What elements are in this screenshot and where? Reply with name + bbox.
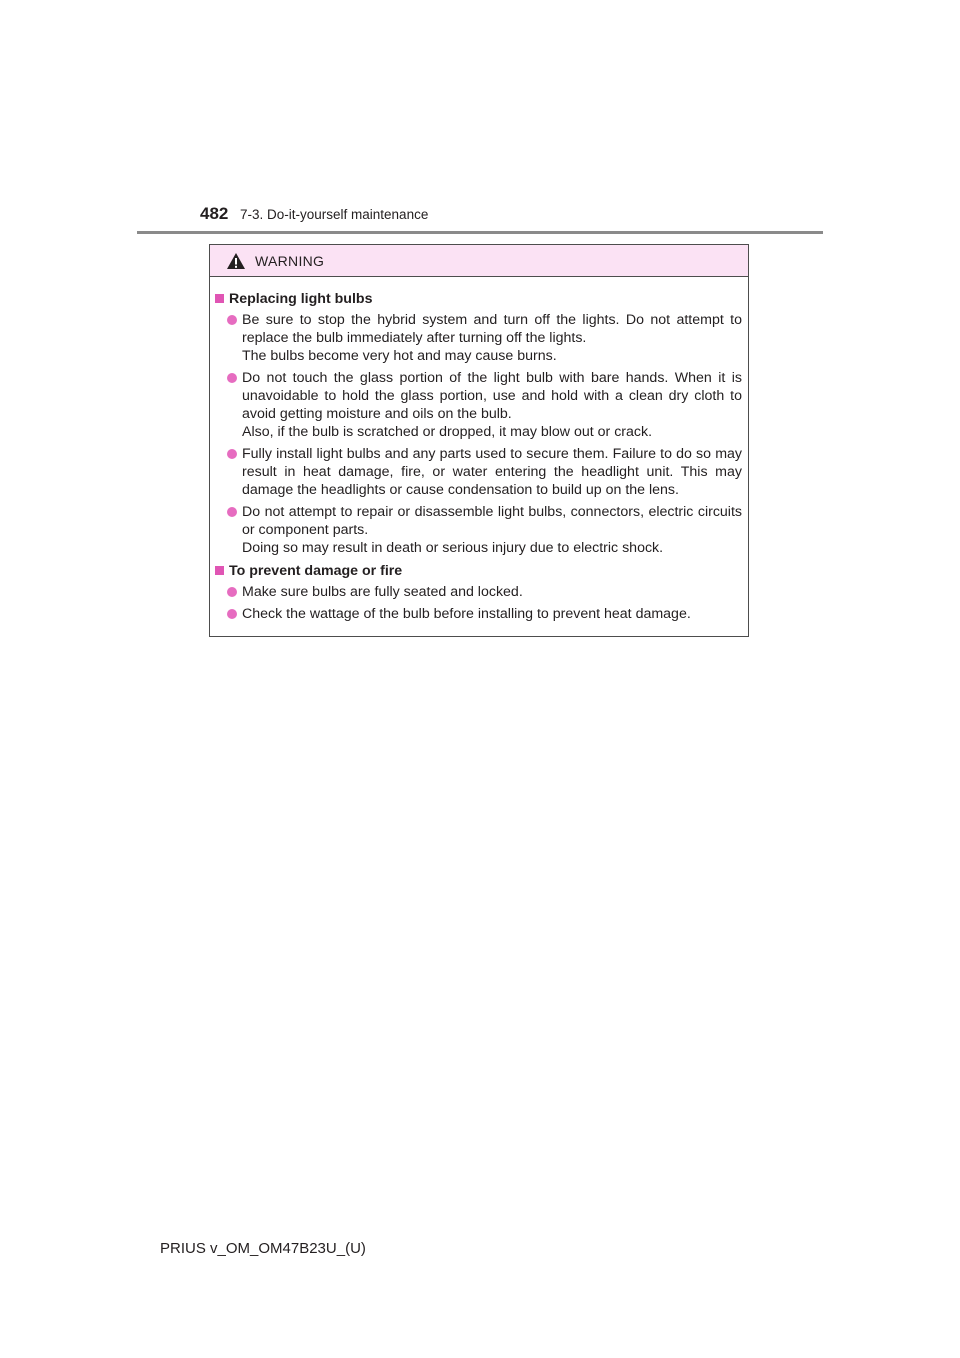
warning-section [215, 562, 742, 623]
section-heading [215, 562, 742, 580]
item-paragraph: Do not attempt to repair or disassemble light bulbs, connectors, electric circuits or component parts. [242, 504, 742, 538]
list-item [227, 369, 742, 441]
item-paragraph: Do not touch the glass portion of the light bulb with bare hands. When it is unavoidable to hold the glass portion, use and hold with a clean dry cloth to avoid getting moisture and oils on the bulb. [242, 370, 742, 422]
list-item [227, 503, 742, 557]
item-paragraph: Check the wattage of the bulb before installing to prevent heat damage. [242, 606, 691, 622]
list-item [227, 583, 742, 601]
list-item [227, 605, 742, 623]
bullet-dot-icon [227, 373, 237, 383]
bullet-dot-icon [227, 609, 237, 619]
bullet-dot-icon [227, 315, 237, 325]
item-paragraph: Fully install light bulbs and any parts used to secure them. Failure to do so may result in heat damage, fire, or water entering the headlight unit. This may damage the headlights or cause condensation to build up on the lens. [242, 446, 742, 498]
page-number: 482 [200, 204, 229, 223]
warning-body [210, 277, 748, 623]
bullet-dot-icon [227, 449, 237, 459]
warning-box [209, 244, 749, 637]
section-heading-text: To prevent damage or fire [229, 563, 403, 579]
square-bullet-icon [215, 294, 224, 303]
list-item [227, 311, 742, 365]
bullet-dot-icon [227, 507, 237, 517]
page-header [200, 204, 428, 228]
section-heading-text: Replacing light bulbs [229, 291, 373, 307]
item-paragraph: Doing so may result in death or serious injury due to electric shock. [242, 540, 664, 556]
warning-header [210, 245, 748, 277]
warning-triangle-icon [226, 252, 246, 270]
item-paragraph: Also, if the bulb is scratched or dropped, it may blow out or crack. [242, 424, 653, 440]
list-item [227, 445, 742, 499]
warning-section [215, 290, 742, 557]
warning-label: WARNING [255, 252, 325, 269]
header-divider [137, 231, 823, 234]
item-paragraph: The bulbs become very hot and may cause burns. [242, 348, 557, 364]
section-heading [215, 290, 742, 308]
document-id: PRIUS v_OM_OM47B23U_(U) [160, 1240, 366, 1257]
square-bullet-icon [215, 566, 224, 575]
item-paragraph: Make sure bulbs are fully seated and locked. [242, 584, 523, 600]
section-title: 7-3. Do-it-yourself maintenance [240, 207, 429, 222]
bullet-dot-icon [227, 587, 237, 597]
item-paragraph: Be sure to stop the hybrid system and turn off the lights. Do not attempt to replace the bulb immediately after turning off the lights. [242, 312, 742, 346]
